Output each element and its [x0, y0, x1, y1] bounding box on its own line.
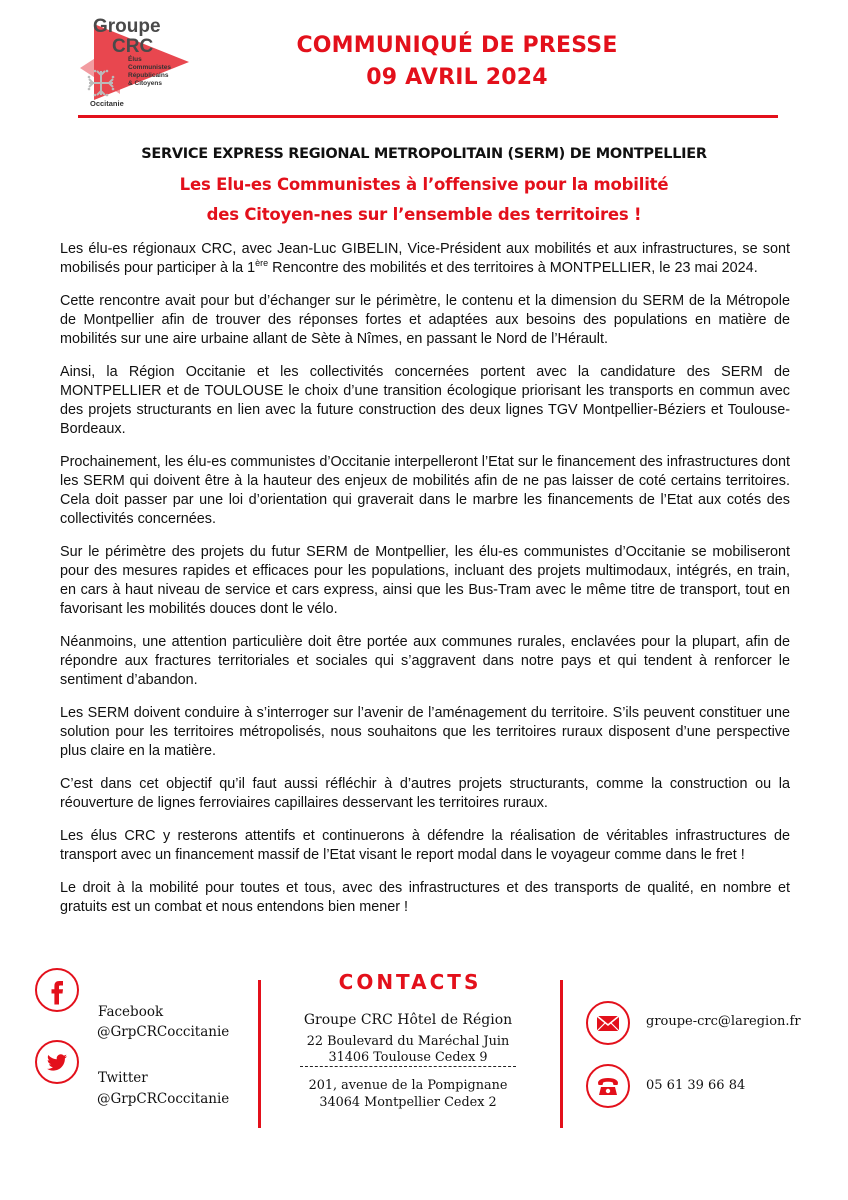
paragraph-7: Les SERM doivent conduire à s’interroger sur l’avenir de l’aménagement du territoire. S’ils peuvent constituer une solution pour les territoires métropolisés, nous souhaitons que les territoires ruraux disposent d’une perspective plus claire en la matière. — [60, 705, 790, 759]
facebook-handle[interactable]: @GrpCRCoccitanie — [97, 1024, 230, 1040]
address-separator — [300, 1066, 516, 1067]
press-release-body — [60, 240, 790, 931]
headline-subtitle-line1: Les Elu-es Communistes à l’offensive pour la mobilité — [179, 175, 669, 194]
paragraph-8: C’est dans cet objectif qu’il faut aussi réfléchir à d’autres projets structurants, comme la construction ou la réouverture de lignes ferroviaires capillaires desservant les territoires ruraux. — [60, 776, 790, 811]
phone-icon — [586, 1064, 630, 1108]
twitter-icon[interactable] — [35, 1040, 79, 1084]
header-divider — [78, 115, 778, 118]
logo-sub-4: & Citoyens — [128, 80, 162, 87]
logo-sub-1: Élus — [128, 56, 142, 63]
email-icon — [586, 1001, 630, 1045]
email-address[interactable]: groupe-crc@laregion.fr — [646, 1014, 801, 1029]
logo-sub-2: Communistes — [128, 64, 171, 71]
logo-text-crc: CRC — [112, 36, 154, 57]
address-montpellier-street: 201, avenue de la Pompignane — [308, 1078, 508, 1093]
twitter-handle[interactable]: @GrpCRCoccitanie — [97, 1091, 230, 1107]
phone-number[interactable]: 05 61 39 66 84 — [646, 1078, 746, 1093]
groupe-crc-logo — [80, 12, 200, 112]
press-release-date: 09 AVRIL 2024 — [366, 65, 548, 90]
paragraph-1: Les élu-es régionaux CRC, avec Jean-Luc GIBELIN, Vice-Président aux mobilités et aux infrastructures, se sont mobilisés pour participer à la 1ère Rencontre des mobilités et des territoires à MONTPELLIER, le 23 mai 2024. — [60, 241, 790, 276]
headline-subtitle-line2: des Citoyen-nes sur l’ensemble des territoires ! — [206, 205, 642, 224]
address-name: Groupe CRC Hôtel de Région — [303, 1012, 513, 1028]
paragraph-10: Le droit à la mobilité pour toutes et tous, avec des infrastructures et des transports de qualité, en nombre et gratuits est un combat et nous entendons bien mener ! — [60, 880, 790, 915]
press-release-title: COMMUNIQUÉ DE PRESSE — [296, 33, 618, 58]
paragraph-2: Cette rencontre avait pour but d’échanger sur le périmètre, le contenu et la dimension du SERM de la Métropole de Montpellier afin de trouver des réponses fortes et adaptées aux besoins des populations en matière de mobilités sur une aire urbaine allant de Sète à Nîmes, en passant le Nord de l’Hérault. — [60, 293, 790, 347]
logo-region: Occitanie — [90, 99, 124, 108]
logo-text-groupe: Groupe — [93, 16, 161, 37]
twitter-label: Twitter — [98, 1070, 148, 1086]
address-montpellier-city: 34064 Montpellier Cedex 2 — [319, 1095, 497, 1110]
paragraph-3: Ainsi, la Région Occitanie et les collectivités concernées portent avec la candidature des SERM de MONTPELLIER et de TOULOUSE le choix d’une transition écologique priorisant les transports en commun avec des projets structurants en lien avec la future construction des deux lignes TGV Montpellier-Béziers et Toulouse-Bordeaux. — [60, 364, 790, 437]
paragraph-4: Prochainement, les élu-es communistes d’Occitanie interpelleront l’Etat sur le financement des infrastructures dont les SERM qui doivent être à la hauteur des enjeux de mobilités afin de ne pas laisser de coté certains territoires. Cela doit passer par une loi d’orientation qui graverait dans le marbre les financements de l’Etat aux cotés des collectivités concernées. — [60, 454, 790, 527]
address-toulouse-street: 22 Boulevard du Maréchal Juin — [306, 1034, 510, 1049]
footer-divider-left — [258, 980, 261, 1128]
paragraph-6: Néanmoins, une attention particulière doit être portée aux communes rurales, enclavées pour la plupart, afin de répondre aux fractures territoriales et sociales qui s’aggravent dans notre pays et qui tendent à renforcer le sentiment d’abandon. — [60, 634, 790, 688]
footer-divider-right — [560, 980, 563, 1128]
facebook-icon[interactable] — [35, 968, 79, 1012]
logo-sub-3: Républicains — [128, 72, 169, 79]
address-toulouse-city: 31406 Toulouse Cedex 9 — [328, 1050, 488, 1065]
facebook-label: Facebook — [98, 1004, 164, 1020]
occitan-cross-icon — [86, 68, 116, 98]
contacts-title: CONTACTS — [338, 970, 482, 994]
headline-title: SERVICE EXPRESS REGIONAL METROPOLITAIN (SERM) DE MONTPELLIER — [141, 146, 707, 162]
paragraph-5: Sur le périmètre des projets du futur SERM de Montpellier, les élu-es communistes d’Occitanie se mobiliseront pour des mesures rapides et efficaces pour les populations, incluant des projets multimodaux, intégrés, en train, en cars à haut niveau de service et cars express, ainsi que les Bus-Tram avec le même titre de transport, tout en favorisant les mobilités douces dont le vélo. — [60, 544, 790, 617]
paragraph-9: Les élus CRC y resterons attentifs et continuerons à défendre la réalisation de véritables infrastructures de transport avec un financement massif de l’Etat visant le report modal dans le voyageur comme dans le fret ! — [60, 828, 790, 863]
